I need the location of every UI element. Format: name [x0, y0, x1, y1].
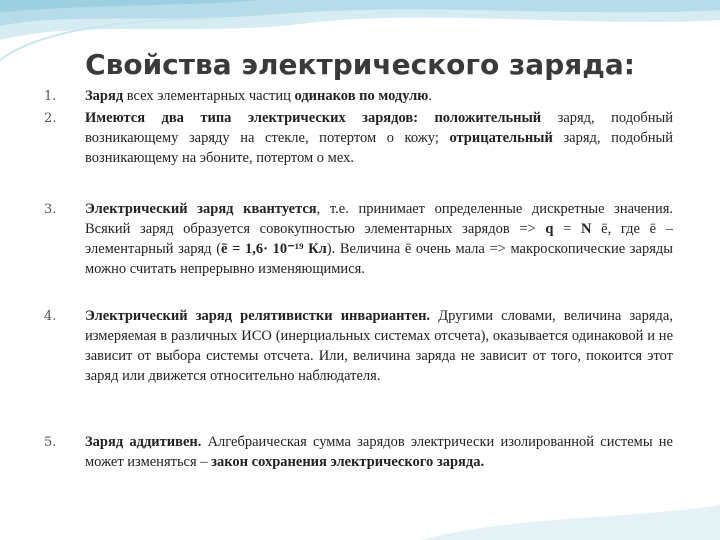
- bold-text-run: отрицательный: [449, 130, 553, 146]
- text-run: Другими словами, величина заряда, измеряемая в различных ИСО (инерциальных системах отсчета), оказывается одинаковой и не зависит от выбора системы отсчета. Или, величина заряда не зависит от того, покоится этот заряд или движется относительно наблюдателя.: [85, 308, 673, 384]
- item-number: 5.: [44, 435, 57, 450]
- item-text: [85, 432, 673, 472]
- bold-text-run: N: [581, 221, 592, 237]
- text-run: ). Величина ē очень мала => макроскопические заряды можно считать непрерывно изменяющимися.: [85, 241, 673, 277]
- text-run: заряд, подобный возникающему на эбоните, потертом о мех.: [85, 130, 673, 166]
- bold-text-run: одинаков по модулю: [294, 88, 429, 104]
- text-run: =: [553, 221, 582, 237]
- bold-text-run: q: [545, 221, 554, 237]
- slide-title: Свойства электрического заряда:: [85, 48, 635, 81]
- bold-text-run: Имеются два типа электрических зарядов: положительный: [85, 110, 542, 126]
- bold-text-run: Заряд аддитивен.: [85, 434, 202, 450]
- item-text: [85, 86, 673, 106]
- text-run: ē, где ē – элементарный заряд (: [85, 221, 673, 257]
- bold-text-run: Электрический заряд релятивистки инвариантен.: [85, 308, 431, 324]
- text-run: заряд, подобный возникающему заряду на стекле, потертом о кожу;: [85, 110, 673, 146]
- bold-text-run: Заряд: [85, 88, 124, 104]
- text-run: , т.е. принимает определенные дискретные значения. Всякий заряд образуется совокупностью элементарных зарядов =>: [85, 201, 673, 237]
- bold-text-run: Электрический заряд квантуется: [85, 201, 317, 217]
- bold-text-run: ē = 1,6· 10⁻¹⁹ Кл: [221, 241, 327, 257]
- item-number: 4.: [44, 309, 57, 324]
- item-text: [85, 108, 673, 168]
- text-run: .: [428, 88, 432, 104]
- item-text: [85, 306, 673, 386]
- item-number: 3.: [44, 202, 57, 217]
- item-number: 1.: [44, 89, 57, 104]
- item-text: [85, 199, 673, 279]
- bold-text-run: закон сохранения электрического заряда.: [211, 454, 485, 470]
- item-number: 2.: [44, 111, 57, 126]
- text-run: Алгебраическая сумма зарядов электрически изолированной системы не может изменяться –: [85, 434, 673, 470]
- text-run: всех элементарных частиц: [123, 88, 295, 104]
